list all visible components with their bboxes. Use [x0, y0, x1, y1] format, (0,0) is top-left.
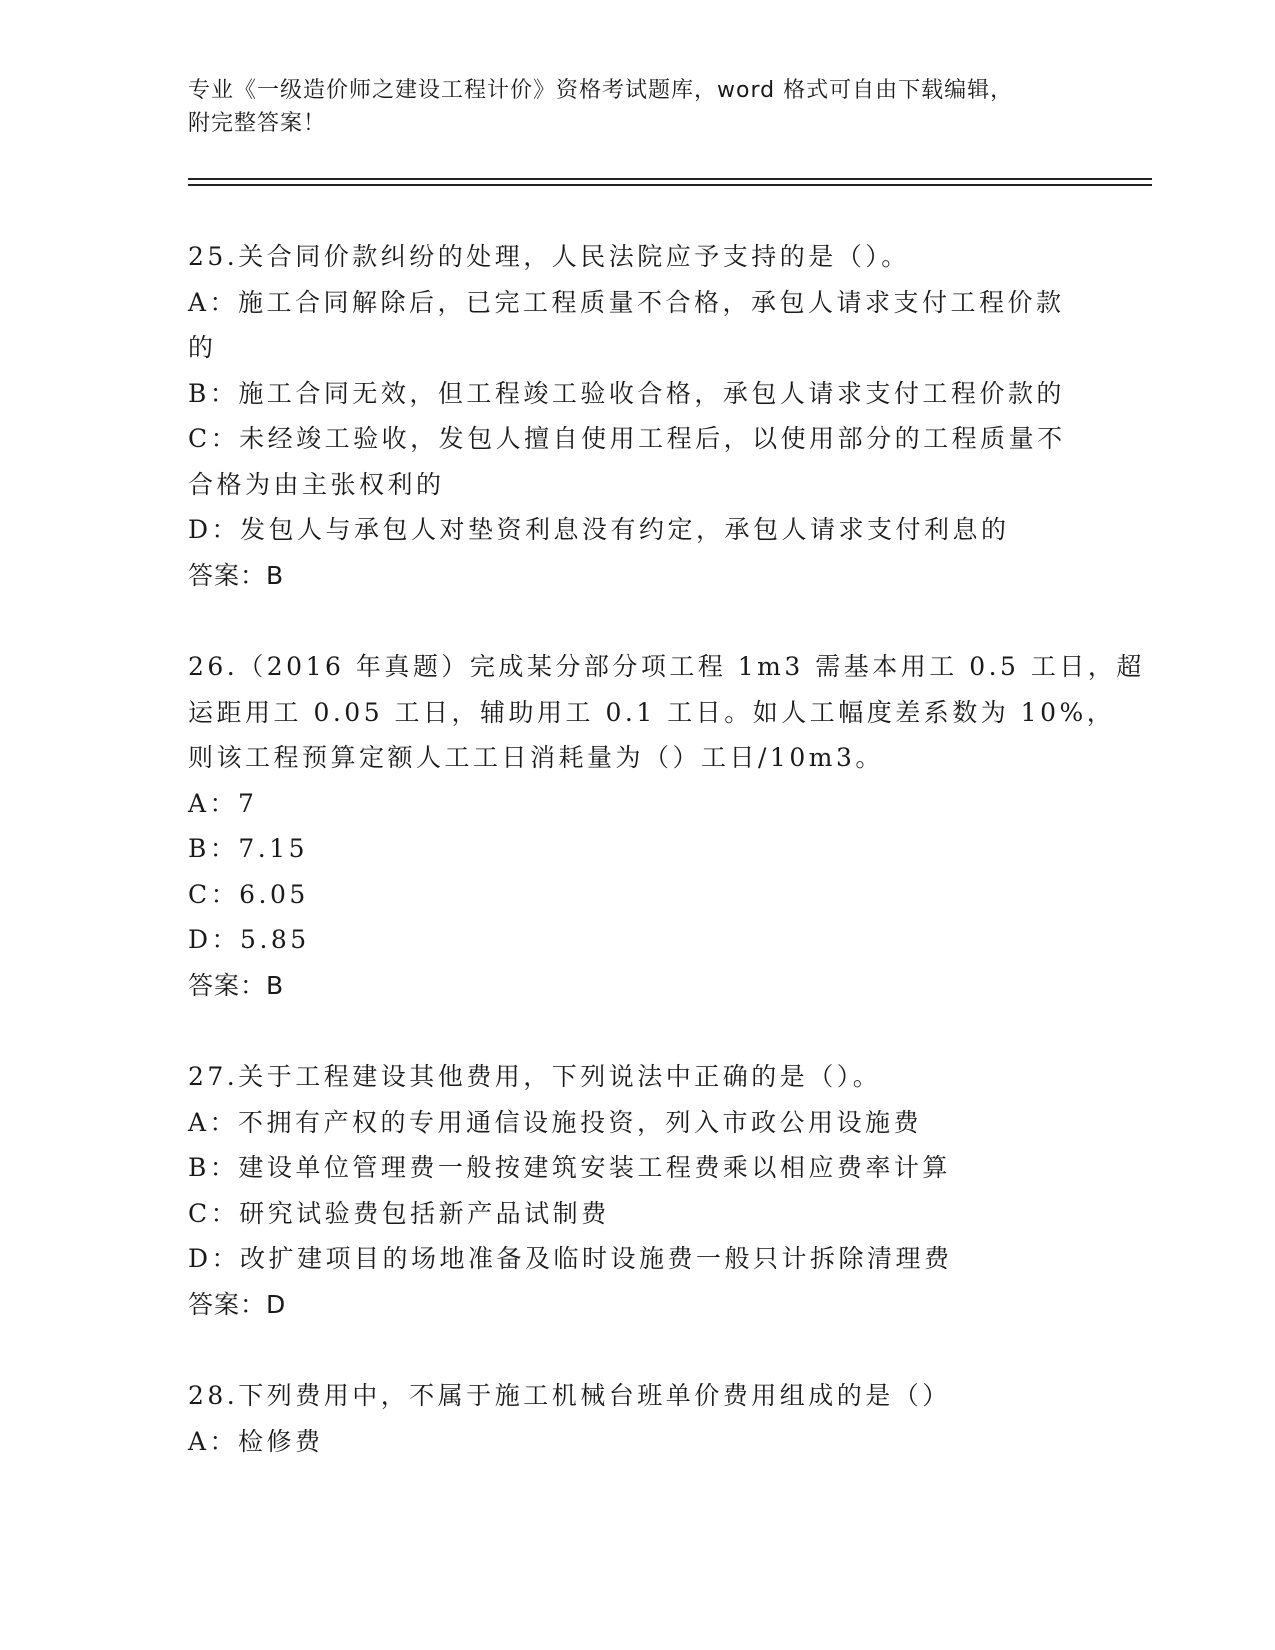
option-c: C：6.05 [188, 879, 309, 909]
option-d: D：发包人与承包人对垫资利息没有约定，承包人请求支付利息的 [188, 515, 1010, 544]
option-b: B：施工合同无效，但工程竣工验收合格，承包人请求支付工程价款的 [188, 378, 1065, 408]
option-c-continued: 合格为由主张权利的 [188, 469, 445, 499]
question-stem: 25.关合同价款纠纷的处理，人民法院应予支持的是（）。 [188, 242, 910, 271]
option-c: C：未经竣工验收，发包人擅自使用工程后，以使用部分的工程质量不 [188, 424, 1066, 453]
question-25 [188, 234, 1088, 598]
document-header [188, 74, 1068, 140]
question-26 [188, 644, 1145, 1008]
answer-label: 答案：B [188, 970, 285, 1000]
question-27 [188, 1054, 1088, 1327]
option-c: C：研究试验费包括新产品试制费 [188, 1198, 610, 1228]
option-a: A：施工合同解除后，已完工程质量不合格，承包人请求支付工程价款 [188, 287, 1065, 317]
option-d: D：改扩建项目的场地准备及临时设施费一般只计拆除清理费 [188, 1244, 953, 1273]
option-b: B：7.15 [188, 834, 309, 863]
option-d: D：5.85 [188, 925, 310, 954]
question-stem: 28.下列费用中，不属于施工机械台班单价费用组成的是（） [188, 1381, 951, 1410]
header-divider [188, 178, 1152, 180]
question-list [188, 234, 1145, 1510]
answer-label: 答案：B [188, 560, 285, 590]
option-a-continued: 的 [188, 333, 217, 362]
answer-label: 答案：D [188, 1289, 287, 1319]
option-b: B：建设单位管理费一般按建筑安装工程费乘以相应费率计算 [188, 1153, 951, 1182]
question-stem: 26.（2016 年真题）完成某分部分项工程 1m3 需基本用工 0.5 工日，超 [188, 652, 1145, 681]
question-stem-continued: 运距用工 0.05 工日，辅助用工 0.1 工日。如人工幅度差系数为 10%， [188, 697, 1116, 727]
header-line: 专业《一级造价师之建设工程计价》资格考试题库，word 格式可自由下载编辑， [188, 78, 1014, 103]
question-stem: 27.关于工程建设其他费用，下列说法中正确的是（）。 [188, 1062, 882, 1091]
question-stem-continued: 则该工程预算定额人工工日消耗量为（）工日/10m3。 [188, 743, 884, 772]
header-line: 附完整答案！ [188, 111, 327, 136]
option-a: A：不拥有产权的专用通信设施投资，列入市政公用设施费 [188, 1107, 923, 1137]
header-divider [188, 184, 1152, 186]
option-a: A：7 [188, 788, 258, 818]
question-28 [188, 1373, 1088, 1464]
option-a: A：检修费 [188, 1426, 324, 1456]
